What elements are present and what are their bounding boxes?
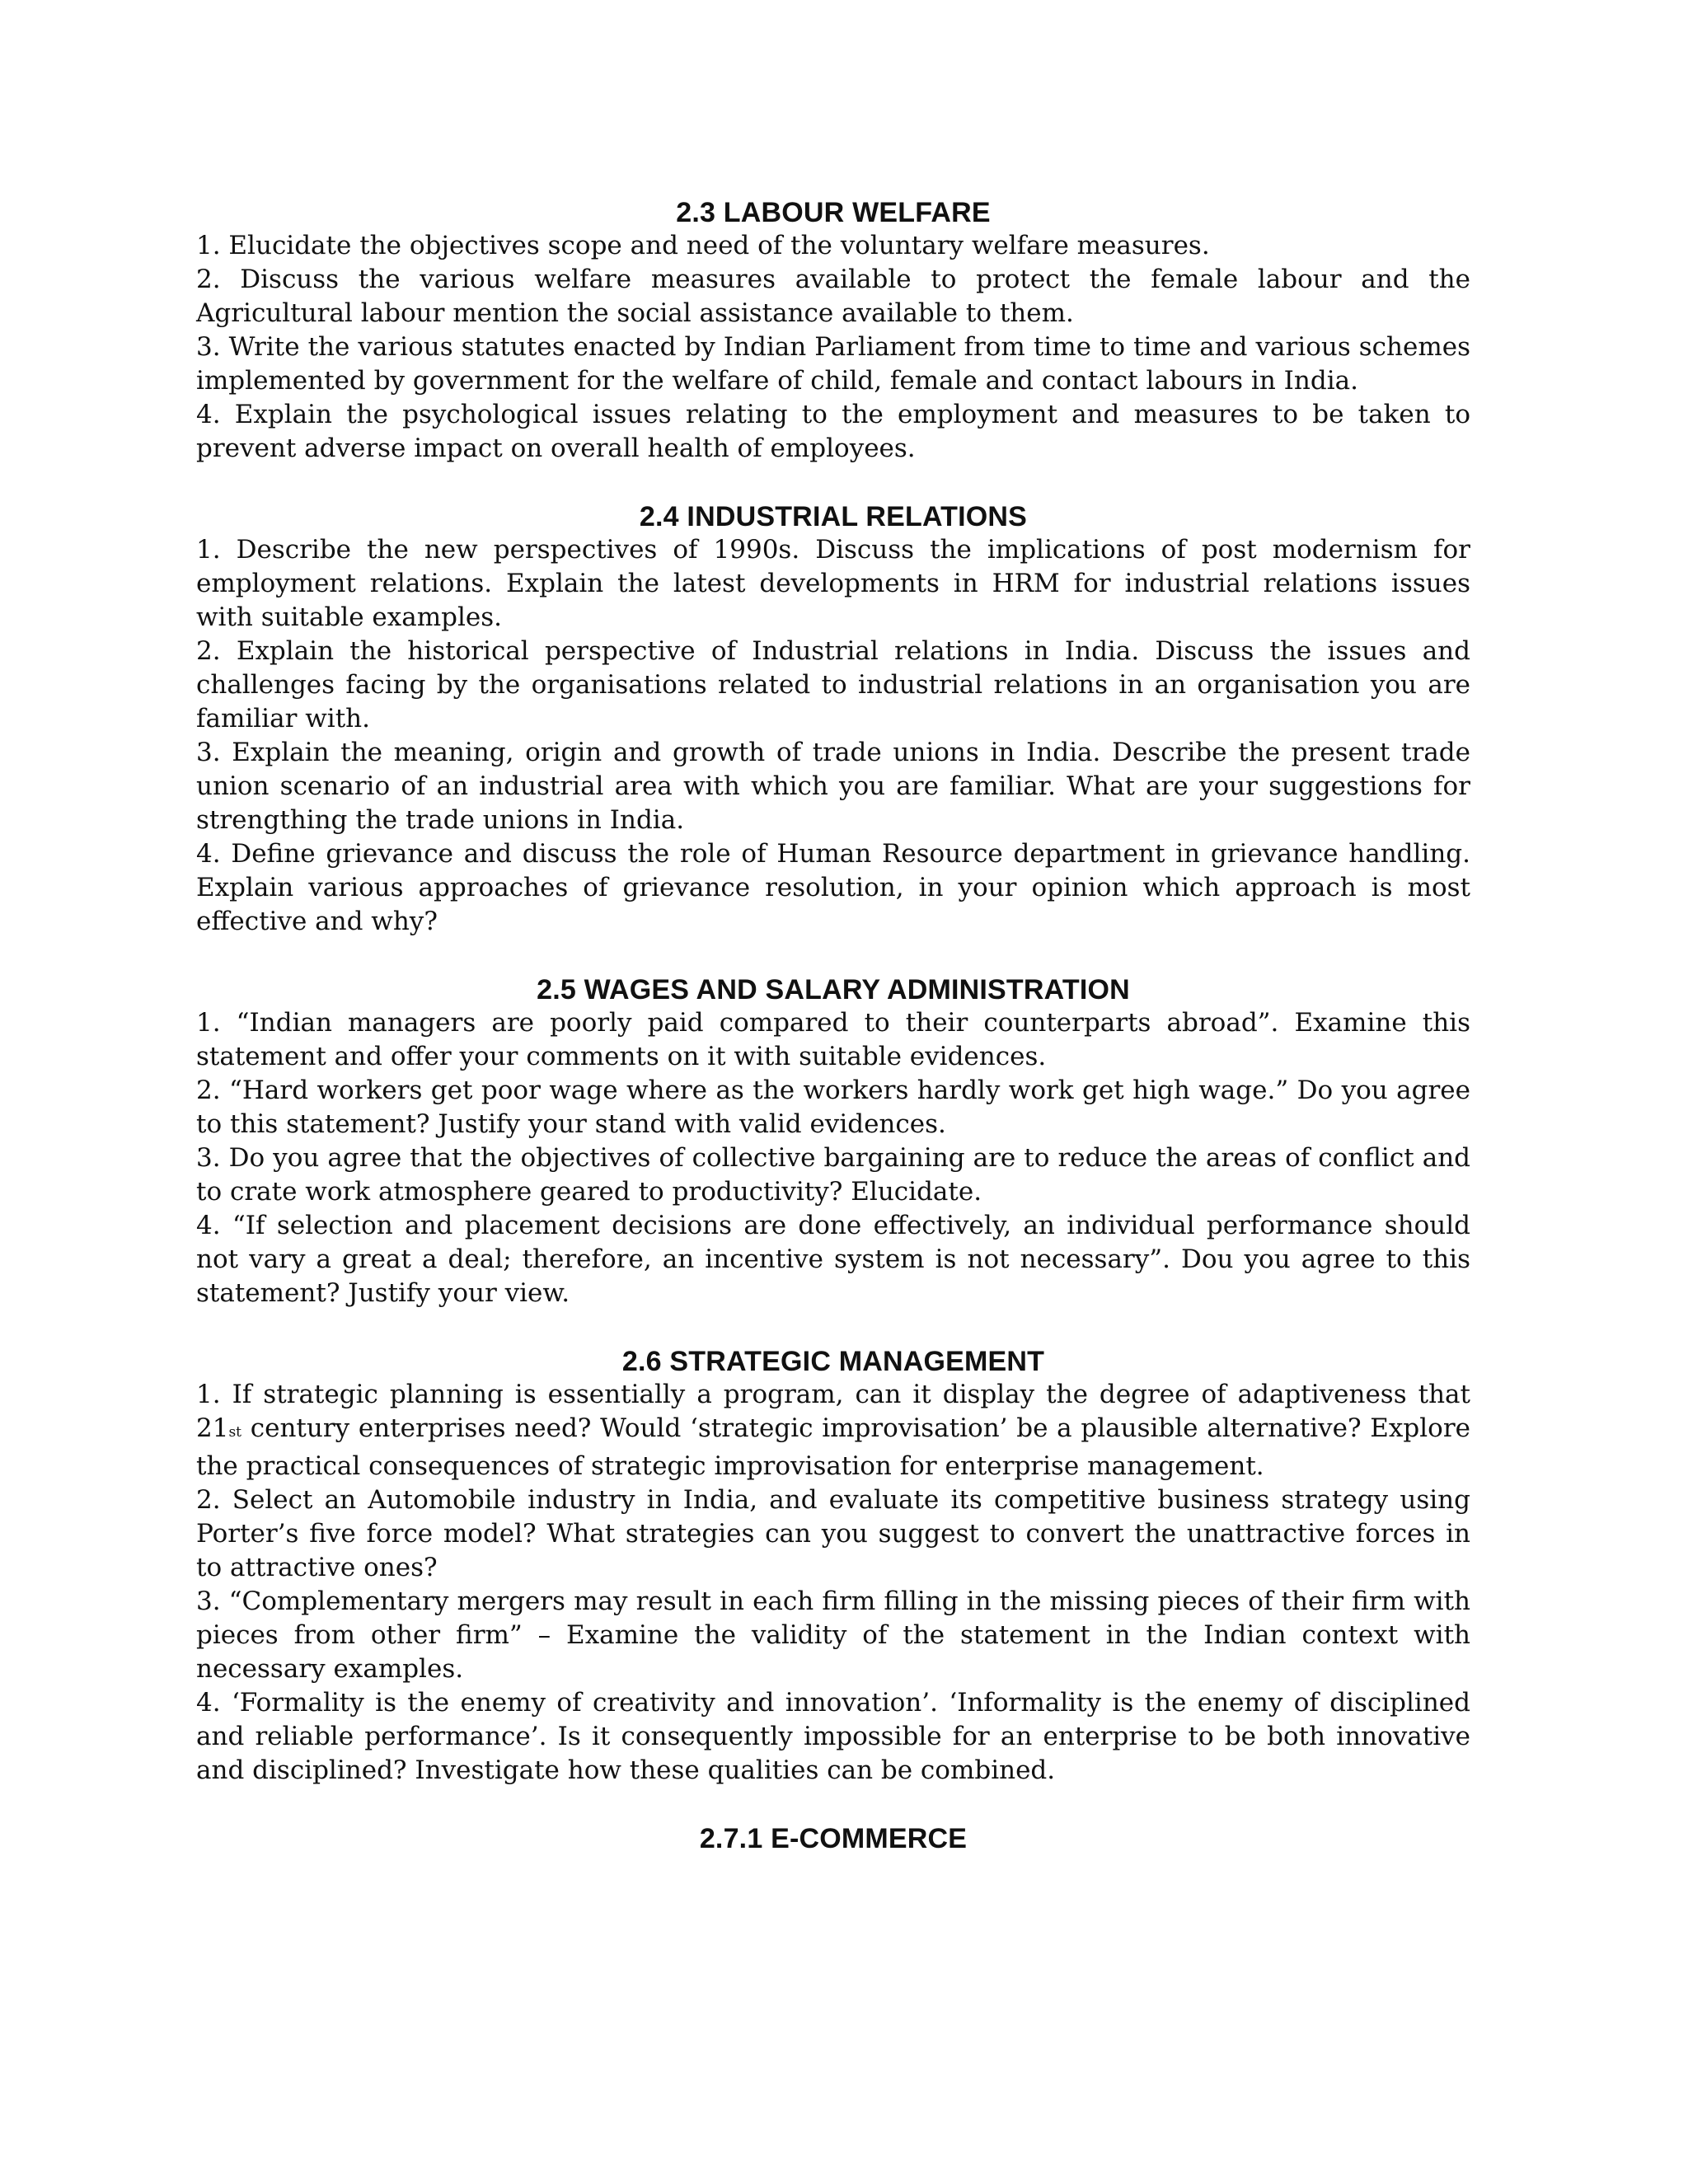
section-heading: 2.3 LABOUR WELFARE xyxy=(676,197,991,228)
section-industrial-relations xyxy=(196,500,1470,939)
question-item: 2. Explain the historical perspective of Industrial relations in India. Discuss the issues and challenges facing by the organisations related to industrial relations in an organisation you are familiar with. xyxy=(196,636,1470,733)
section-labour-welfare xyxy=(196,196,1470,466)
question-item: 3. Explain the meaning, origin and growth of trade unions in India. Describe the present trade union scenario of an industrial area with which you are familiar. What are your suggestions for strengthing the trade unions in India. xyxy=(196,738,1470,835)
question-item: 1. “Indian managers are poorly paid compared to their counterparts abroad”. Examine this statement and offer your comments on it with suitable evidences. xyxy=(196,1008,1470,1071)
section-heading: 2.6 STRATEGIC MANAGEMENT xyxy=(621,1346,1045,1377)
document-page xyxy=(196,196,1470,1855)
question-item: 2. Discuss the various welfare measures available to protect the female labour and the Agricultural labour mention the social assistance available to them. xyxy=(196,265,1470,328)
ordinal-suffix: st xyxy=(228,1424,242,1441)
question-item: 1. Elucidate the objectives scope and need of the voluntary welfare measures. xyxy=(196,231,1210,260)
question-text-start: 1. If strategic planning is essentially a program, can it display the degree of adaptiveness that 21 xyxy=(196,1380,1470,1443)
section-heading: 2.7.1 E-COMMERCE xyxy=(699,1823,968,1854)
question-item: 3. Do you agree that the objectives of collective bargaining are to reduce the areas of conflict and to crate work atmosphere geared to productivity? Elucidate. xyxy=(196,1143,1470,1207)
question-item: 2. “Hard workers get poor wage where as the workers hardly work get high wage.” Do you agree to this statement? Justify your stand with valid evidences. xyxy=(196,1076,1470,1139)
section-heading: 2.4 INDUSTRIAL RELATIONS xyxy=(639,501,1028,532)
question-item: 4. “If selection and placement decisions are done effectively, an individual performance should not vary a great a deal; therefore, an incentive system is not necessary”. Dou you agree to this statement? Justify your view. xyxy=(196,1211,1470,1308)
question-text-end: century enterprises need? Would ‘strategic improvisation’ be a plausible alternative? Explore the practical consequences of strategic improvisation for enterprise management. xyxy=(196,1413,1470,1481)
question-item: 4. Explain the psychological issues relating to the employment and measures to be taken to prevent adverse impact on overall health of employees. xyxy=(196,400,1470,463)
section-heading: 2.5 WAGES AND SALARY ADMINISTRATION xyxy=(537,974,1130,1005)
question-item xyxy=(196,1378,1470,1483)
section-strategic-management xyxy=(196,1345,1470,1788)
question-item: 4. ‘Formality is the enemy of creativity and innovation’. ‘Informality is the enemy of disciplined and reliable performance’. Is it consequently impossible for an enterprise to be both innovative and disciplined? Investigate how these qualities can be combined. xyxy=(196,1688,1470,1785)
question-item: 4. Define grievance and discuss the role of Human Resource department in grievance handling. Explain various approaches of grievance resolution, in your opinion which approach is most effective and why? xyxy=(196,839,1470,936)
question-item: 3. “Complementary mergers may result in each firm filling in the missing pieces of their firm with pieces from other firm” – Examine the validity of the statement in the Indian context with necessary examples. xyxy=(196,1586,1470,1684)
question-item: 3. Write the various statutes enacted by Indian Parliament from time to time and various schemes implemented by government for the welfare of child, female and contact labours in India. xyxy=(196,332,1470,396)
question-item: 2. Select an Automobile industry in India, and evaluate its competitive business strategy using Porter’s five force model? What strategies can you suggest to convert the unattractive forces in to attractive ones? xyxy=(196,1485,1470,1582)
section-e-commerce xyxy=(196,1822,1470,1855)
section-wages-salary-administration xyxy=(196,973,1470,1310)
question-item: 1. Describe the new perspectives of 1990s. Discuss the implications of post modernism for employment relations. Explain the latest developments in HRM for industrial relations issues with suitable examples. xyxy=(196,535,1470,632)
